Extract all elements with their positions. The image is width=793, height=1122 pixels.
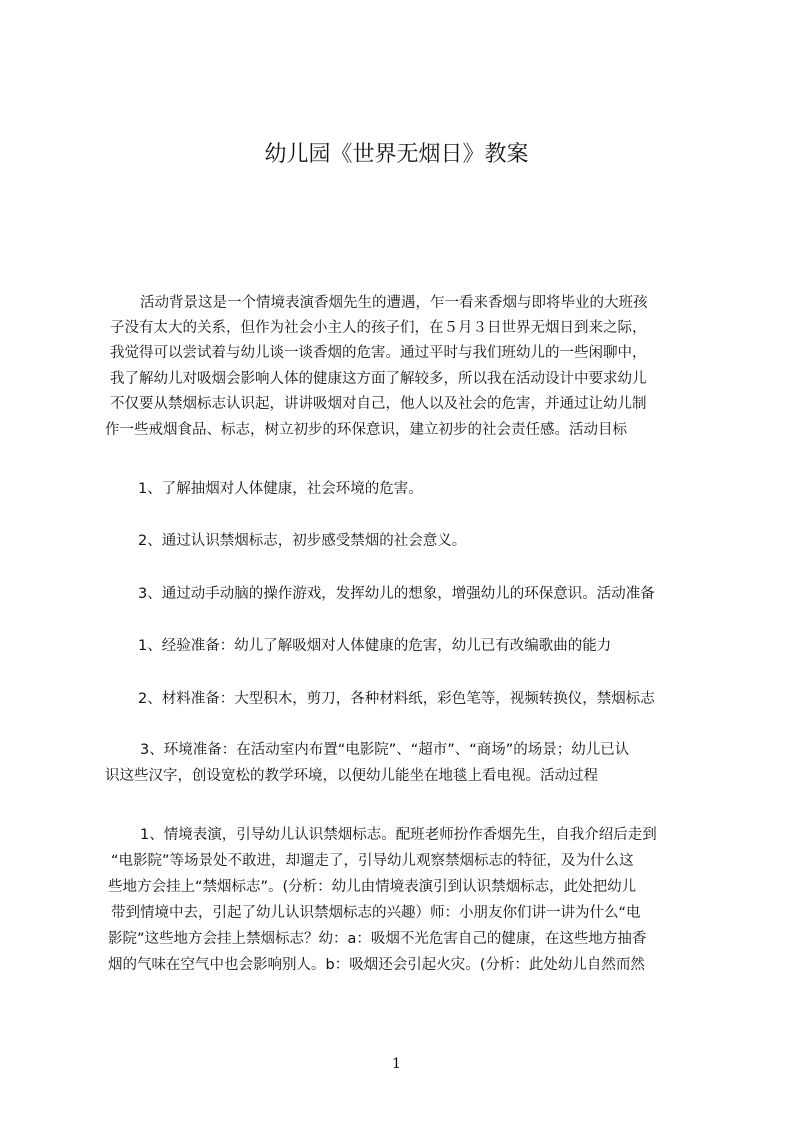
paragraph-8-line-6: 烟的气味在空气中也会影响别人。b：吸烟还会引起火灾。(分析：此处幼儿自然而然 <box>108 957 645 973</box>
paragraph-5-line-1: 1、经验准备：幼儿了解吸烟对人体健康的危害，幼儿已有改编歌曲的能力 <box>138 638 612 654</box>
paragraph-1-line-2: 子没有太大的关系，但作为社会小主人的孩子们，在５月３日世界无烟日到来之际， <box>110 320 647 336</box>
paragraph-1-line-5: 不仅要从禁烟标志认识起，讲讲吸烟对自己，他人以及社会的危害，并通过让幼儿制 <box>110 396 647 412</box>
paragraph-8-line-2: “电影院”等场景处不敢进，却遛走了，引导幼儿观察禁烟标志的特征，及为什么这 <box>111 853 634 869</box>
paragraph-4-line-1: 3、通过动手动脑的操作游戏，发挥幼儿的想象，增强幼儿的环保意识。活动准备 <box>138 586 655 602</box>
paragraph-7-line-2: 识这些汉字，创设宽松的教学环境，以便幼儿能坐在地毯上看电视。活动过程 <box>105 768 598 784</box>
paragraph-7-line-1: 3、环境准备：在活动室内布置“电影院”、“超市”、“商场”的场景；幼儿已认 <box>140 742 630 758</box>
paragraph-1-line-6: 作一些戒烟食品、标志，树立初步的环保意识，建立初步的社会责任感。活动目标 <box>105 422 627 438</box>
paragraph-1-line-3: 我觉得可以尝试着与幼儿谈一谈香烟的危害。通过平时与我们班幼儿的一些闲聊中， <box>110 345 647 361</box>
paragraph-8-line-4: 带到情境中去，引起了幼儿认识禁烟标志的兴趣）师：小朋友你们讲一讲为什么“电 <box>111 905 641 921</box>
paragraph-2-line-1: 1、了解抽烟对人体健康，社会环境的危害。 <box>138 481 423 497</box>
document-title: 幼儿园《世界无烟日》教案 <box>264 142 529 167</box>
paragraph-8-line-1: 1、情境表演，引导幼儿认识禁烟标志。配班老师扮作香烟先生，自我介绍后走到 <box>140 827 657 843</box>
page-number: 1 <box>392 1056 401 1072</box>
paragraph-8-line-5: 影院”这些地方会挂上禁烟标志？幼：a：吸烟不光危害自己的健康，在这些地方抽香 <box>108 931 647 947</box>
paragraph-1-line-4: 我了解幼儿对吸烟会影响人体的健康这方面了解较多，所以我在活动设计中要求幼儿 <box>110 371 647 387</box>
paragraph-6-line-1: 2、材料准备：大型积木，剪刀，各种材料纸，彩色笔等，视频转换仪，禁烟标志 <box>138 691 655 707</box>
paragraph-8-line-3: 些地方会挂上“禁烟标志”。(分析：幼儿由情境表演引到认识禁烟标志，此处把幼儿 <box>108 879 637 895</box>
paragraph-1-line-1: 活动背景这是一个情境表演香烟先生的遭遇，乍一看来香烟与即将毕业的大班孩 <box>140 295 648 311</box>
paragraph-3-line-1: 2、通过认识禁烟标志，初步感受禁烟的社会意义。 <box>138 533 467 549</box>
